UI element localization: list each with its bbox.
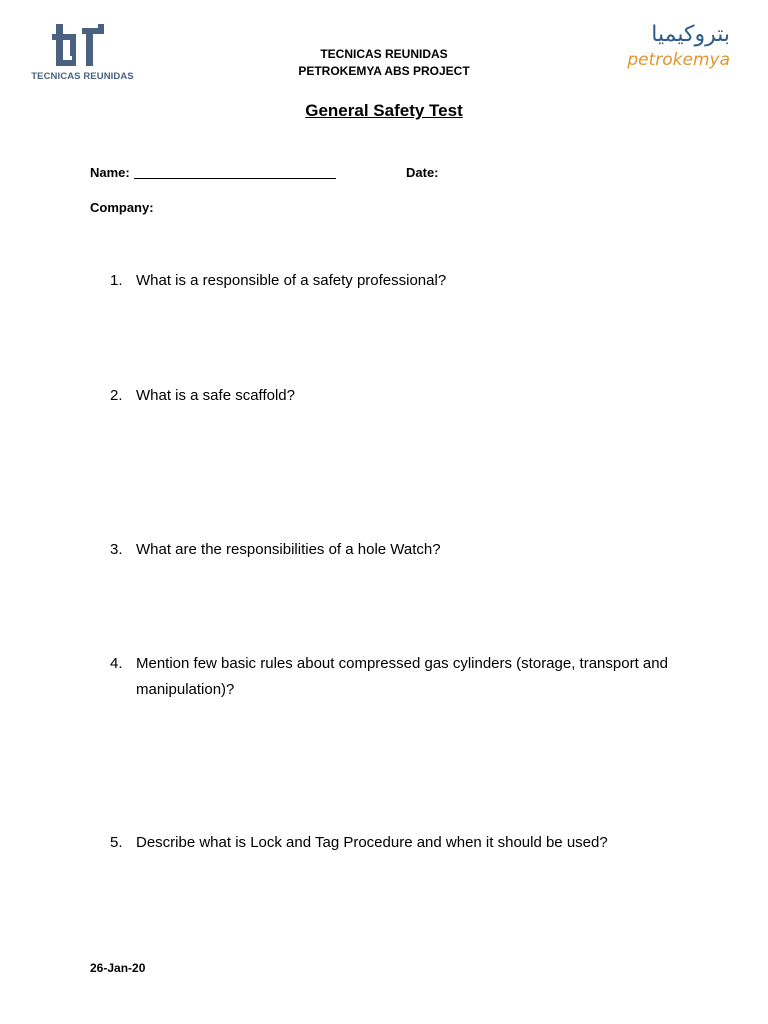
- name-blank-line[interactable]: [134, 165, 336, 179]
- question-text: Mention few basic rules about compressed gas cylinders (storage, transport and manipulation)?: [136, 655, 668, 698]
- name-field: [90, 165, 336, 180]
- question-number: 4.: [110, 655, 123, 672]
- petrokemya-logo-latin: petrokemya: [627, 50, 730, 70]
- document-header: [0, 46, 768, 80]
- question-text: What are the responsibilities of a hole Watch?: [136, 541, 441, 558]
- header-project: PETROKEMYA ABS PROJECT: [298, 64, 470, 78]
- name-label: Name:: [90, 165, 130, 180]
- question-number: 5.: [110, 834, 123, 851]
- header-company: TECNICAS REUNIDAS: [320, 47, 448, 61]
- company-label: Company:: [90, 200, 154, 215]
- question-text: What is a responsible of a safety professional?: [136, 272, 447, 289]
- question-number: 1.: [110, 272, 123, 289]
- question-item: [110, 651, 690, 703]
- question-number: 3.: [110, 541, 123, 558]
- question-number: 2.: [110, 387, 123, 404]
- company-field: [90, 200, 154, 215]
- question-item: [110, 830, 690, 856]
- footer-date: 26-Jan-20: [90, 961, 146, 975]
- question-item: [110, 537, 690, 563]
- date-field: [406, 165, 439, 180]
- question-text: Describe what is Lock and Tag Procedure and when it should be used?: [136, 834, 608, 851]
- question-text: What is a safe scaffold?: [136, 387, 295, 404]
- tecnicas-reunidas-logo-text: TECNICAS REUNIDAS: [31, 71, 134, 82]
- question-item: [110, 268, 690, 294]
- question-item: [110, 383, 690, 409]
- date-label: Date:: [406, 165, 439, 180]
- petrokemya-logo-arabic: بتروكيميا: [651, 22, 730, 47]
- page-title: General Safety Test: [305, 101, 463, 120]
